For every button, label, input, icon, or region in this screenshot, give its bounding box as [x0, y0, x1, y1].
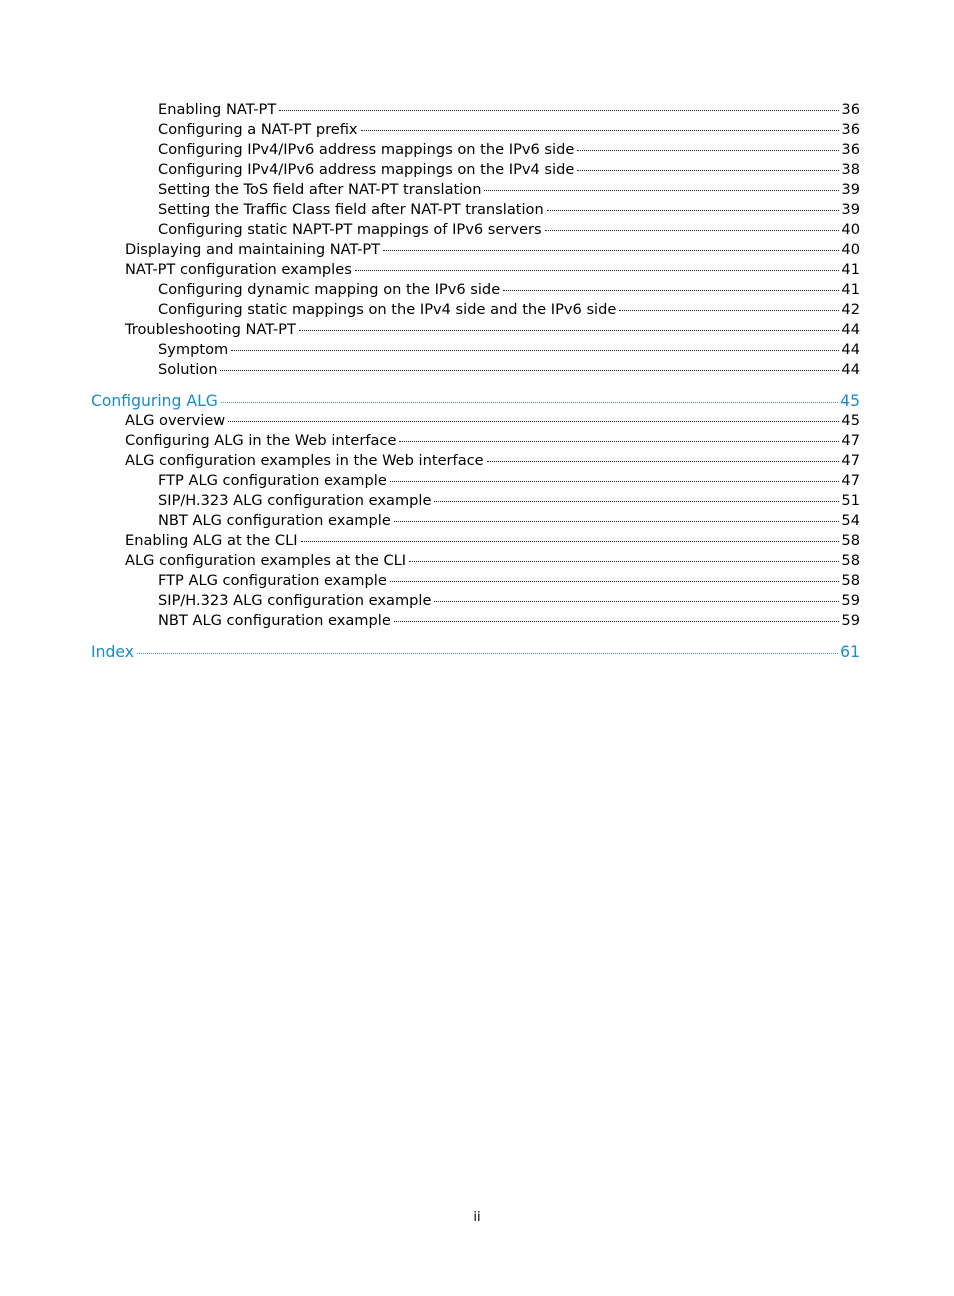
toc-entry-title: Configuring ALG [91, 392, 218, 410]
toc-entry-page: 61 [840, 643, 860, 661]
toc-entry-link[interactable] [158, 180, 860, 200]
toc-entry-link[interactable] [158, 280, 860, 300]
toc-entry-link[interactable] [158, 100, 860, 120]
toc-entry-title: ALG configuration examples in the Web interface [125, 452, 484, 469]
toc-entry-title: SIP/H.323 ALG configuration example [158, 492, 432, 509]
toc-entry-title: Solution [158, 361, 218, 378]
toc-entry-page: 36 [841, 121, 860, 138]
toc-entry-link[interactable] [158, 571, 860, 591]
toc-entry-title: Symptom [158, 341, 229, 358]
dot-leader [434, 500, 839, 502]
toc-entry-title: Enabling NAT-PT [158, 101, 277, 118]
toc-entry-title: NAT-PT configuration examples [125, 261, 352, 278]
dot-leader [545, 229, 840, 231]
dot-leader [299, 329, 840, 331]
toc-entry-page: 40 [841, 241, 860, 258]
toc-entry-link[interactable] [125, 551, 860, 571]
dot-leader [137, 652, 838, 654]
toc-chapter-link[interactable] [91, 642, 860, 662]
dot-leader [383, 249, 839, 251]
toc-entry-link[interactable] [158, 340, 860, 360]
dot-leader [361, 129, 840, 131]
toc-entry-link[interactable] [125, 240, 860, 260]
toc-entry-link[interactable] [125, 531, 860, 551]
toc-entry-page: 59 [841, 592, 860, 609]
toc-entry-link[interactable] [158, 591, 860, 611]
dot-leader [503, 289, 839, 291]
toc-entry-page: 58 [841, 552, 860, 569]
toc-entry-title: Configuring ALG in the Web interface [125, 432, 397, 449]
toc-entry-page: 44 [841, 321, 860, 338]
toc-entry-title: SIP/H.323 ALG configuration example [158, 592, 432, 609]
dot-leader [577, 149, 839, 151]
dot-leader [409, 560, 839, 562]
dot-leader [399, 440, 839, 442]
dot-leader [390, 480, 840, 482]
toc-entry-title: Displaying and maintaining NAT-PT [125, 241, 381, 258]
dot-leader [619, 309, 839, 311]
toc-entry-page: 36 [841, 101, 860, 118]
toc-entry-link[interactable] [158, 471, 860, 491]
dot-leader [301, 540, 840, 542]
toc-entry-page: 51 [841, 492, 860, 509]
toc-entry-title: Configuring static NAPT-PT mappings of IPv6 servers [158, 221, 542, 238]
dot-leader [394, 520, 840, 522]
dot-leader [355, 269, 840, 271]
toc-chapter-link[interactable] [91, 391, 860, 411]
toc-entry-title: Configuring dynamic mapping on the IPv6 side [158, 281, 501, 298]
toc-entry-page: 39 [841, 181, 860, 198]
toc-entry-page: 41 [841, 261, 860, 278]
dot-leader [221, 401, 838, 403]
toc-entry-page: 58 [841, 532, 860, 549]
toc-entry-link[interactable] [158, 611, 860, 631]
toc-entry-page: 36 [841, 141, 860, 158]
toc-entry-link[interactable] [158, 220, 860, 240]
toc-entry-link[interactable] [125, 320, 860, 340]
page-number: ii [473, 1210, 481, 1225]
toc-entry-page: 44 [841, 361, 860, 378]
toc-entry-page: 47 [841, 452, 860, 469]
dot-leader [231, 349, 839, 351]
dot-leader [390, 580, 840, 582]
toc-entry-link[interactable] [158, 160, 860, 180]
toc-entry-page: 58 [841, 572, 860, 589]
toc-entry-title: Setting the Traffic Class field after NAT-PT translation [158, 201, 544, 218]
toc-entry-link[interactable] [158, 140, 860, 160]
dot-leader [279, 109, 839, 111]
toc-entry-title: Index [91, 643, 134, 661]
toc-entry-link[interactable] [158, 491, 860, 511]
toc-entry-page: 54 [841, 512, 860, 529]
toc-entry-page: 44 [841, 341, 860, 358]
toc-entry-page: 47 [841, 472, 860, 489]
toc-entry-title: Configuring a NAT-PT prefix [158, 121, 358, 138]
toc-entry-link[interactable] [125, 260, 860, 280]
toc-entry-title: NBT ALG configuration example [158, 512, 391, 529]
toc-entry-page: 41 [841, 281, 860, 298]
toc-entry-link[interactable] [125, 411, 860, 431]
toc-entry-title: Enabling ALG at the CLI [125, 532, 298, 549]
dot-leader [228, 420, 839, 422]
toc-entry-page: 47 [841, 432, 860, 449]
toc-entry-link[interactable] [125, 451, 860, 471]
toc-entry-link[interactable] [158, 360, 860, 380]
toc-entry-page: 42 [841, 301, 860, 318]
toc-entry-title: Troubleshooting NAT-PT [125, 321, 296, 338]
toc-entry-title: Setting the ToS field after NAT-PT translation [158, 181, 482, 198]
dot-leader [487, 460, 840, 462]
dot-leader [220, 369, 839, 371]
toc-entry-title: FTP ALG configuration example [158, 472, 387, 489]
toc-entry-page: 45 [841, 412, 860, 429]
toc-entry-page: 45 [840, 392, 860, 410]
toc-entry-link[interactable] [158, 120, 860, 140]
toc-entry-title: Configuring IPv4/IPv6 address mappings on the IPv6 side [158, 141, 575, 158]
toc-entry-page: 38 [841, 161, 860, 178]
toc-entry-link[interactable] [158, 511, 860, 531]
toc-entry-title: Configuring IPv4/IPv6 address mappings on the IPv4 side [158, 161, 575, 178]
dot-leader [547, 209, 840, 211]
toc-entry-title: ALG configuration examples at the CLI [125, 552, 407, 569]
toc-entry-page: 39 [841, 201, 860, 218]
toc-entry-title: ALG overview [125, 412, 226, 429]
dot-leader [577, 169, 839, 171]
dot-leader [484, 189, 839, 191]
toc-entry-page: 40 [841, 221, 860, 238]
toc-entry-page: 59 [841, 612, 860, 629]
toc-entry-title: Configuring static mappings on the IPv4 side and the IPv6 side [158, 301, 617, 318]
dot-leader [394, 620, 840, 622]
toc-entry-link[interactable] [158, 200, 860, 220]
toc-entry-link[interactable] [158, 300, 860, 320]
toc-entry-title: NBT ALG configuration example [158, 612, 391, 629]
toc-entry-link[interactable] [125, 431, 860, 451]
dot-leader [434, 600, 839, 602]
toc-entry-title: FTP ALG configuration example [158, 572, 387, 589]
